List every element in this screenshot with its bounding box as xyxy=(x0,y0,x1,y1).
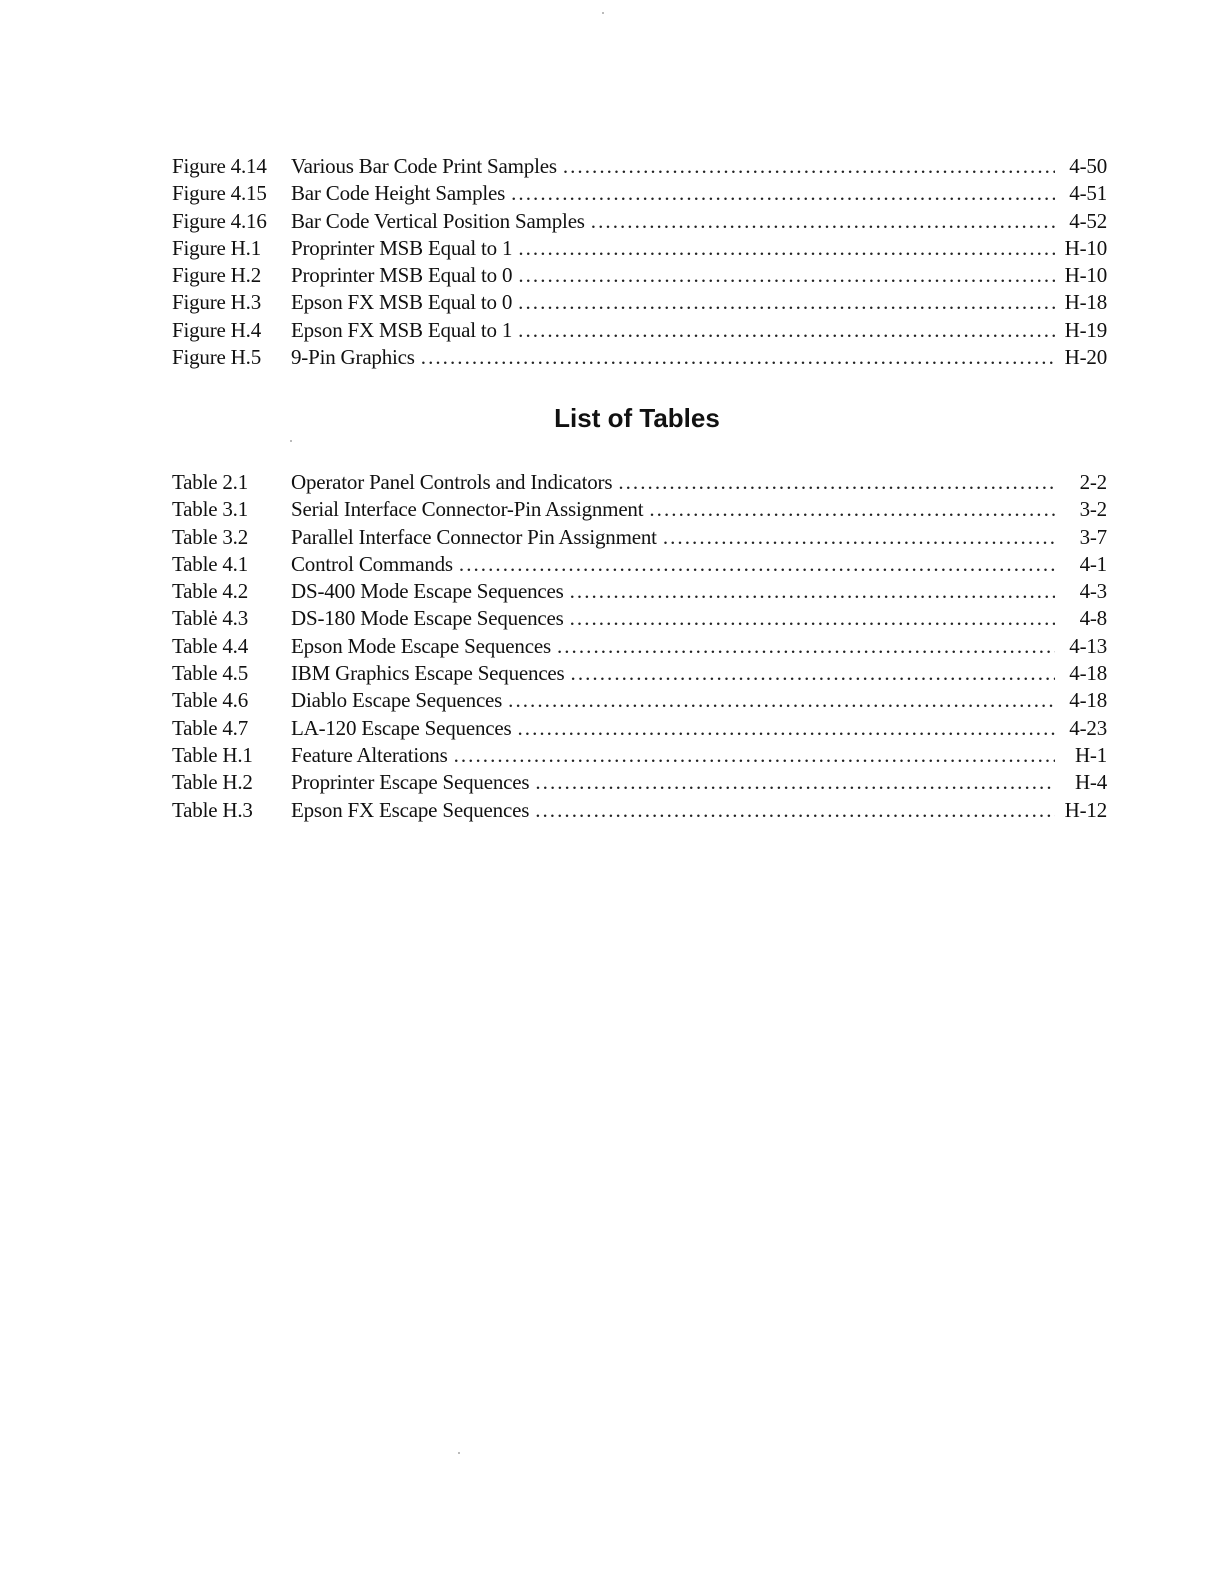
figure-label: Figure H.4 xyxy=(172,317,261,342)
table-label: Table 3.1 xyxy=(172,497,249,522)
table-page: 4-18 xyxy=(1069,661,1107,686)
table-title: IBM Graphics Escape Sequences xyxy=(291,661,565,686)
list-of-tables xyxy=(172,469,1107,824)
table-title: Serial Interface Connector-Pin Assignment xyxy=(291,497,644,522)
scan-speck xyxy=(602,12,604,14)
table-title: Epson Mode Escape Sequences xyxy=(291,633,551,658)
dot-leader xyxy=(511,180,1055,207)
table-label: Table H.2 xyxy=(172,770,253,795)
dot-leader xyxy=(518,235,1055,262)
table-label: Table 4.4 xyxy=(172,633,249,658)
figure-entry[interactable] xyxy=(172,235,1107,262)
table-label: Table 4.2 xyxy=(172,579,249,604)
figure-title: Epson FX MSB Equal to 0 xyxy=(291,290,513,315)
figure-entry[interactable] xyxy=(172,180,1107,207)
figure-page: H-10 xyxy=(1064,235,1107,260)
figure-entry[interactable] xyxy=(172,153,1107,180)
figure-entry[interactable] xyxy=(172,262,1107,289)
figure-page: H-19 xyxy=(1064,317,1107,342)
dot-leader xyxy=(508,687,1055,714)
table-page: 4-23 xyxy=(1069,715,1107,740)
table-title: LA-120 Escape Sequences xyxy=(291,715,512,740)
table-label: Table 3.2 xyxy=(172,524,249,549)
table-page: 3-7 xyxy=(1079,524,1107,549)
table-entry[interactable] xyxy=(172,797,1107,824)
figure-page: H-10 xyxy=(1064,263,1107,288)
dot-leader xyxy=(518,262,1055,289)
figure-page: 4-50 xyxy=(1069,154,1107,178)
figure-entry[interactable] xyxy=(172,344,1107,371)
table-title: Operator Panel Controls and Indicators xyxy=(291,470,613,494)
figure-title: Proprinter MSB Equal to 1 xyxy=(291,235,513,260)
figure-page: 4-52 xyxy=(1069,208,1107,233)
dot-leader xyxy=(618,469,1055,496)
dot-leader xyxy=(535,797,1055,824)
table-title: Epson FX Escape Sequences xyxy=(291,797,530,822)
dot-leader xyxy=(557,633,1055,660)
table-label: Table 4.5 xyxy=(172,661,249,686)
dot-leader xyxy=(663,524,1055,551)
table-entry[interactable] xyxy=(172,715,1107,742)
table-page: 4-18 xyxy=(1069,688,1107,713)
table-title: DS-180 Mode Escape Sequences xyxy=(291,606,564,631)
table-page: H-1 xyxy=(1074,742,1107,767)
table-title: Diablo Escape Sequences xyxy=(291,688,503,713)
figure-title: Bar Code Vertical Position Samples xyxy=(291,208,585,233)
figure-title: Epson FX MSB Equal to 1 xyxy=(291,317,513,342)
dot-leader xyxy=(649,496,1055,523)
figure-page: H-18 xyxy=(1064,290,1107,315)
table-entry[interactable] xyxy=(172,496,1107,523)
figure-label: Figure 4.14 xyxy=(172,154,267,178)
table-page: 4-3 xyxy=(1079,579,1107,604)
dot-leader xyxy=(571,660,1055,687)
dot-leader xyxy=(459,551,1055,578)
figure-label: Figure H.2 xyxy=(172,263,261,288)
table-title: Parallel Interface Connector Pin Assignment xyxy=(291,524,657,549)
table-page: 4-8 xyxy=(1079,606,1107,631)
dot-leader xyxy=(517,715,1055,742)
figure-label: Figure H.1 xyxy=(172,235,261,260)
table-entry[interactable] xyxy=(172,605,1107,632)
figure-page: 4-51 xyxy=(1069,181,1107,206)
table-page: 3-2 xyxy=(1079,497,1107,522)
table-entry[interactable] xyxy=(172,769,1107,796)
table-title: Feature Alterations xyxy=(291,742,448,767)
table-label: Table 4.7 xyxy=(172,715,249,740)
figure-title: 9-Pin Graphics xyxy=(291,345,415,370)
dot-leader xyxy=(570,605,1055,632)
dot-leader xyxy=(563,153,1055,180)
dot-leader xyxy=(518,289,1055,316)
table-page: H-4 xyxy=(1074,770,1107,795)
figure-entry[interactable] xyxy=(172,317,1107,344)
figure-title: Bar Code Height Samples xyxy=(291,181,506,206)
dot-leader xyxy=(421,344,1055,371)
figure-title: Various Bar Code Print Samples xyxy=(291,154,557,178)
figure-label: Figure H.5 xyxy=(172,345,261,370)
table-entry[interactable] xyxy=(172,687,1107,714)
scan-speck xyxy=(290,440,292,442)
table-entry[interactable] xyxy=(172,551,1107,578)
table-page: 4-13 xyxy=(1069,633,1107,658)
table-title: DS-400 Mode Escape Sequences xyxy=(291,579,564,604)
table-page: 2-2 xyxy=(1079,470,1107,494)
figure-label: Figure 4.16 xyxy=(172,208,267,233)
table-entry[interactable] xyxy=(172,578,1107,605)
table-label: Table 4.6 xyxy=(172,688,249,713)
dot-leader xyxy=(454,742,1055,769)
dot-leader xyxy=(591,208,1055,235)
table-title: Proprinter Escape Sequences xyxy=(291,770,530,795)
figure-title: Proprinter MSB Equal to 0 xyxy=(291,263,513,288)
table-title: Control Commands xyxy=(291,551,453,576)
list-of-figures xyxy=(172,153,1107,371)
table-page: H-12 xyxy=(1064,797,1107,822)
table-entry[interactable] xyxy=(172,524,1107,551)
table-entry[interactable] xyxy=(172,469,1107,496)
dot-leader xyxy=(518,317,1055,344)
table-label: Table 4.1 xyxy=(172,551,249,576)
table-label: Table H.3 xyxy=(172,797,253,822)
figure-entry[interactable] xyxy=(172,289,1107,316)
table-label: Tablė 4.3 xyxy=(172,606,249,631)
table-label: Table 2.1 xyxy=(172,470,249,494)
table-entry[interactable] xyxy=(172,660,1107,687)
table-entry[interactable] xyxy=(172,742,1107,769)
dot-leader xyxy=(535,769,1055,796)
figure-page: H-20 xyxy=(1064,345,1107,370)
scan-speck xyxy=(458,1452,460,1454)
figure-label: Figure H.3 xyxy=(172,290,261,315)
table-page: 4-1 xyxy=(1079,551,1107,576)
dot-leader xyxy=(570,578,1055,605)
figure-label: Figure 4.15 xyxy=(172,181,267,206)
table-entry[interactable] xyxy=(172,633,1107,660)
table-label: Table H.1 xyxy=(172,742,253,767)
list-of-tables-heading: List of Tables xyxy=(554,403,720,433)
figure-entry[interactable] xyxy=(172,208,1107,235)
